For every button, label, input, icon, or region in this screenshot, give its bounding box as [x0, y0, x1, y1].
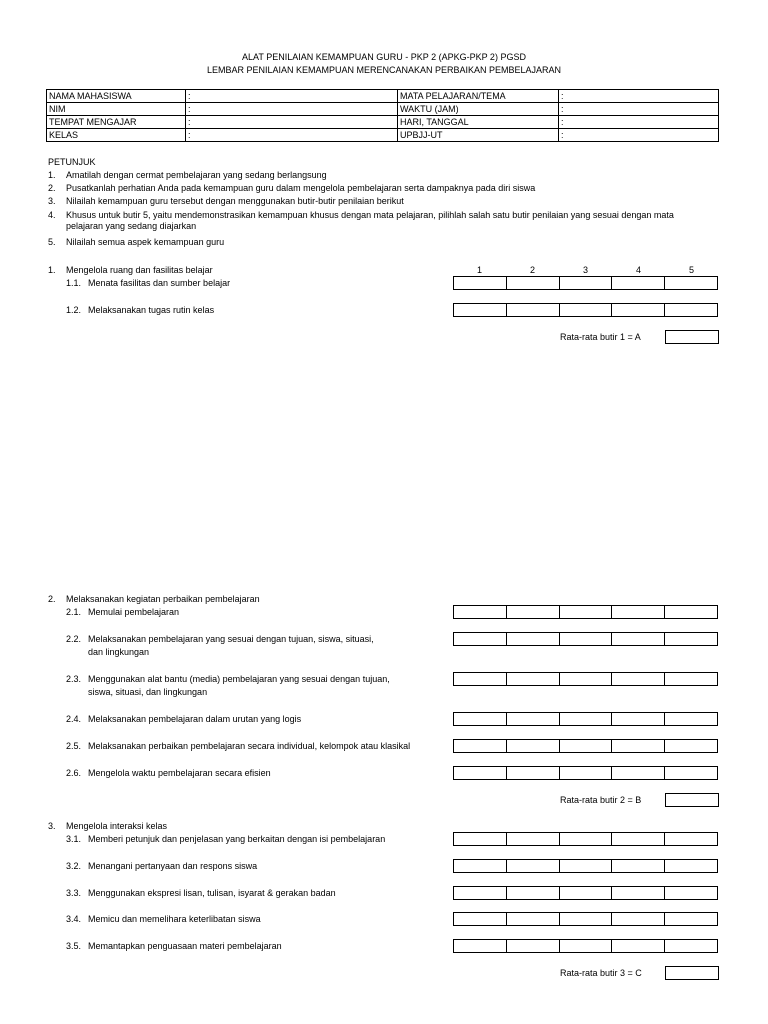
score-grid	[453, 276, 718, 289]
item-text: Melaksanakan pembelajaran dalam urutan yang logis	[88, 714, 302, 724]
score-cell[interactable]	[453, 859, 507, 873]
item-text: Menata fasilitas dan sumber belajar	[88, 278, 231, 288]
score-grid	[453, 303, 718, 316]
item-number: 1.1.	[66, 278, 82, 288]
item-number: 2.1.	[66, 607, 82, 617]
field-label: HARI, TANGGAL	[398, 116, 559, 129]
score-grid	[453, 766, 718, 779]
instruction-number: 2.	[48, 183, 56, 193]
score-cell[interactable]	[664, 605, 718, 619]
item-number: 2.5.	[66, 741, 82, 751]
instructions-heading: PETUNJUK	[48, 157, 96, 167]
field-label: TEMPAT MENGAJAR	[47, 116, 186, 129]
item-number: 1.2.	[66, 305, 82, 315]
score-cell[interactable]	[664, 276, 718, 290]
score-cell[interactable]	[611, 832, 665, 846]
student-name-field[interactable]: :	[186, 90, 398, 103]
score-cell[interactable]	[611, 276, 665, 290]
score-cell[interactable]	[453, 672, 507, 686]
average-label: Rata-rata butir 3 = C	[560, 968, 642, 978]
nim-field[interactable]: :	[186, 103, 398, 116]
instruction-number: 3.	[48, 196, 56, 206]
score-header-2: 2	[529, 265, 535, 275]
item-text: Melaksanakan perbaikan pembelajaran secara individual, kelompok atau klasikal	[88, 741, 411, 751]
item-text: Melaksanakan tugas rutin kelas	[88, 305, 215, 315]
average-box[interactable]	[665, 966, 719, 980]
item-text-continued: dan lingkungan	[88, 647, 150, 657]
instruction-number: 5.	[48, 237, 56, 247]
field-label: KELAS	[47, 129, 186, 142]
score-cell[interactable]	[664, 766, 718, 780]
score-cell[interactable]	[559, 276, 613, 290]
class-field[interactable]: :	[186, 129, 398, 142]
section-number: 1.	[48, 265, 56, 275]
item-number: 3.1.	[66, 834, 82, 844]
score-cell[interactable]	[611, 859, 665, 873]
score-cell[interactable]	[506, 912, 560, 926]
score-header-3: 3	[582, 265, 588, 275]
score-header-4: 4	[635, 265, 641, 275]
score-cell[interactable]	[453, 886, 507, 900]
instruction-text: Nilailah kemampuan guru tersebut dengan menggunakan butir-butir penilaian berikut	[66, 196, 404, 206]
item-text-continued: siswa, situasi, dan lingkungan	[88, 687, 208, 697]
item-number: 2.6.	[66, 768, 82, 778]
score-cell[interactable]	[611, 303, 665, 317]
instruction-text: Khusus untuk butir 5, yaitu mendemonstrasikan kemampuan khusus dengan mata pelajaran, pilihlah salah satu butir penilaian yang sesuai dengan mata pelajaran yang sedang diajarkan	[66, 210, 674, 231]
field-label: NIM	[47, 103, 186, 116]
score-grid	[453, 886, 718, 899]
score-grid	[453, 939, 718, 952]
score-cell[interactable]	[664, 886, 718, 900]
item-number: 2.4.	[66, 714, 82, 724]
instruction-number: 1.	[48, 170, 56, 180]
average-label: Rata-rata butir 2 = B	[560, 795, 642, 805]
average-label: Rata-rata butir 1 = A	[560, 332, 641, 342]
score-cell[interactable]	[506, 939, 560, 953]
score-cell[interactable]	[453, 739, 507, 753]
score-grid	[453, 739, 718, 752]
score-grid	[453, 859, 718, 872]
score-cell[interactable]	[611, 766, 665, 780]
item-text: Memberi petunjuk dan penjelasan yang berkaitan dengan isi pembelajaran	[88, 834, 386, 844]
score-cell[interactable]	[559, 303, 613, 317]
section-title: Mengelola ruang dan fasilitas belajar	[66, 265, 213, 275]
score-cell[interactable]	[559, 939, 613, 953]
score-cell[interactable]	[559, 605, 613, 619]
score-cell[interactable]	[506, 605, 560, 619]
item-number: 2.3.	[66, 674, 82, 684]
teaching-place-field[interactable]: :	[186, 116, 398, 129]
score-grid	[453, 712, 718, 725]
table-row	[47, 129, 719, 142]
item-text: Memantapkan penguasaan materi pembelajaran	[88, 941, 282, 951]
score-cell[interactable]	[506, 303, 560, 317]
score-cell[interactable]	[453, 832, 507, 846]
score-cell[interactable]	[611, 672, 665, 686]
item-number: 3.2.	[66, 861, 82, 871]
score-cell[interactable]	[506, 632, 560, 646]
item-number: 3.4.	[66, 914, 82, 924]
score-cell[interactable]	[664, 672, 718, 686]
score-grid	[453, 632, 718, 645]
score-cell[interactable]	[453, 912, 507, 926]
section-number: 2.	[48, 594, 56, 604]
item-number: 3.5.	[66, 941, 82, 951]
instruction-text: Nilailah semua aspek kemampuan guru	[66, 237, 225, 247]
score-header-5: 5	[688, 265, 694, 275]
score-cell[interactable]	[453, 766, 507, 780]
score-cell[interactable]	[559, 912, 613, 926]
subject-theme-field[interactable]: :	[559, 90, 719, 103]
score-grid	[453, 605, 718, 618]
score-cell[interactable]	[559, 766, 613, 780]
instruction-text: Amatilah dengan cermat pembelajaran yang sedang berlangsung	[66, 170, 327, 180]
score-cell[interactable]	[453, 939, 507, 953]
item-text: Menggunakan alat bantu (media) pembelajaran yang sesuai dengan tujuan,	[88, 674, 390, 684]
section-title: Mengelola interaksi kelas	[66, 821, 168, 831]
score-cell[interactable]	[611, 712, 665, 726]
score-cell[interactable]	[611, 886, 665, 900]
item-text: Menangani pertanyaan dan respons siswa	[88, 861, 258, 871]
score-cell[interactable]	[506, 672, 560, 686]
score-cell[interactable]	[611, 632, 665, 646]
score-cell[interactable]	[506, 832, 560, 846]
score-cell[interactable]	[506, 739, 560, 753]
section-title: Melaksanakan kegiatan perbaikan pembelajaran	[66, 594, 260, 604]
table-row	[47, 90, 719, 103]
score-header-1: 1	[476, 265, 482, 275]
field-label: NAMA MAHASISWA	[47, 90, 186, 103]
score-cell[interactable]	[453, 605, 507, 619]
score-cell[interactable]	[506, 712, 560, 726]
average-box[interactable]	[665, 330, 719, 344]
identity-table	[46, 89, 719, 142]
score-cell[interactable]	[664, 303, 718, 317]
form-title: ALAT PENILAIAN KEMAMPUAN GURU - PKP 2 (APKG-PKP 2) PGSD	[242, 52, 526, 62]
table-row	[47, 103, 719, 116]
field-label: UPBJJ-UT	[398, 129, 559, 142]
score-cell[interactable]	[611, 912, 665, 926]
score-cell[interactable]	[559, 832, 613, 846]
item-text: Mengelola waktu pembelajaran secara efisien	[88, 768, 271, 778]
score-cell[interactable]	[611, 939, 665, 953]
score-cell[interactable]	[664, 712, 718, 726]
score-cell[interactable]	[453, 712, 507, 726]
field-label: MATA PELAJARAN/TEMA	[398, 90, 559, 103]
score-grid	[453, 912, 718, 925]
instruction-text: Pusatkanlah perhatian Anda pada kemampuan guru dalam mengelola pembelajaran serta dampaknya pada diri siswa	[66, 183, 536, 193]
score-cell[interactable]	[506, 859, 560, 873]
score-cell[interactable]	[506, 886, 560, 900]
score-grid	[453, 672, 718, 685]
score-grid	[453, 832, 718, 845]
item-text: Memulai pembelajaran	[88, 607, 180, 617]
score-cell[interactable]	[506, 276, 560, 290]
score-cell[interactable]	[664, 832, 718, 846]
score-cell[interactable]	[559, 886, 613, 900]
upbjj-field[interactable]: :	[559, 129, 719, 142]
day-date-field[interactable]: :	[559, 116, 719, 129]
score-cell[interactable]	[559, 739, 613, 753]
time-field[interactable]: :	[559, 103, 719, 116]
score-cell[interactable]	[664, 939, 718, 953]
score-cell[interactable]	[559, 672, 613, 686]
field-label: WAKTU (JAM)	[398, 103, 559, 116]
score-cell[interactable]	[559, 632, 613, 646]
score-cell[interactable]	[664, 739, 718, 753]
item-number: 3.3.	[66, 888, 82, 898]
instruction-number: 4.	[48, 210, 56, 220]
score-cell[interactable]	[611, 739, 665, 753]
score-cell[interactable]	[506, 766, 560, 780]
item-number: 2.2.	[66, 634, 82, 644]
score-cell[interactable]	[453, 303, 507, 317]
item-text: Memicu dan memelihara keterlibatan siswa	[88, 914, 261, 924]
score-cell[interactable]	[453, 276, 507, 290]
item-text: Melaksanakan pembelajaran yang sesuai dengan tujuan, siswa, situasi,	[88, 634, 374, 644]
score-cell[interactable]	[453, 632, 507, 646]
form-subtitle: LEMBAR PENILAIAN KEMAMPUAN MERENCANAKAN PERBAIKAN PEMBELAJARAN	[206, 65, 562, 75]
table-row	[47, 116, 719, 129]
score-cell[interactable]	[664, 632, 718, 646]
section-number: 3.	[48, 821, 56, 831]
score-cell[interactable]	[559, 712, 613, 726]
score-cell[interactable]	[664, 859, 718, 873]
item-text: Menggunakan ekspresi lisan, tulisan, isyarat & gerakan badan	[88, 888, 336, 898]
average-box[interactable]	[665, 793, 719, 807]
score-cell[interactable]	[664, 912, 718, 926]
score-cell[interactable]	[559, 859, 613, 873]
score-cell[interactable]	[611, 605, 665, 619]
